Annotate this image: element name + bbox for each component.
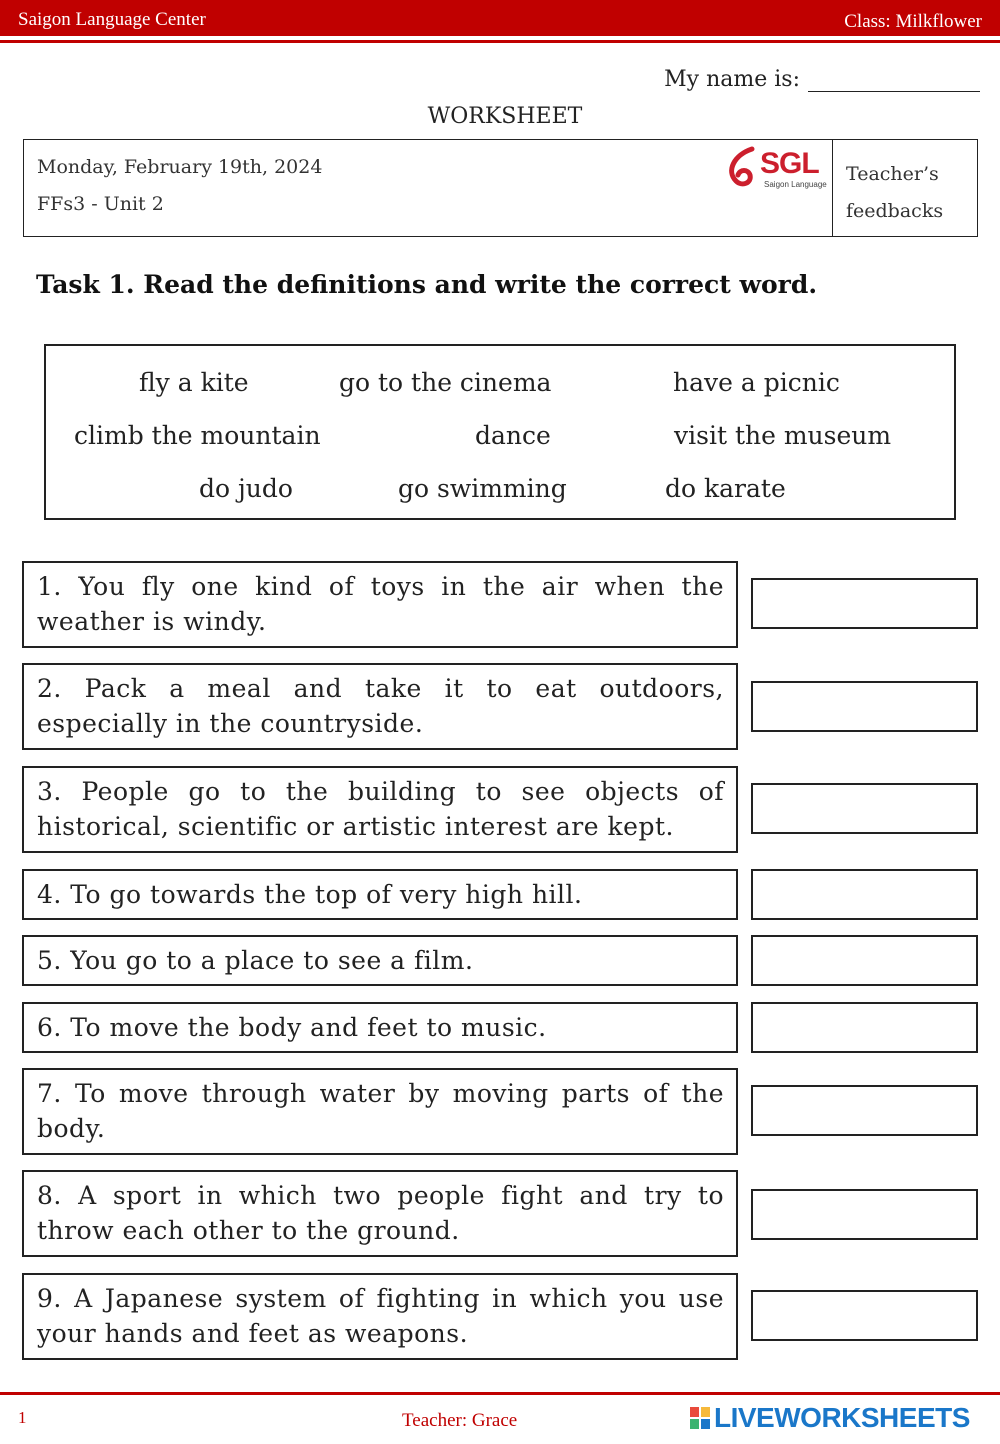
answer-box-7[interactable]: [751, 1085, 978, 1136]
word-bank-item: do judo: [199, 474, 293, 503]
sgl-swoosh-icon: [722, 145, 762, 193]
answer-box-8[interactable]: [751, 1189, 978, 1240]
info-box: [23, 139, 978, 237]
question-5: 5. You go to a place to see a film.: [22, 935, 738, 986]
name-row: [664, 62, 980, 92]
answer-box-5[interactable]: [751, 935, 978, 986]
teacher-feedback-label: [846, 156, 943, 230]
question-9: 9. A Japanese system of fighting in which you use your hands and feet as weapons.: [22, 1273, 738, 1360]
answer-box-3[interactable]: [751, 783, 978, 834]
feedback-line-1: Teacher’s: [846, 163, 939, 185]
question-3: 3. People go to the building to see objects of historical, scientific or artistic interest are kept.: [22, 766, 738, 853]
teacher-name: Teacher: Grace: [402, 1410, 518, 1431]
word-bank-item: go to the cinema: [339, 368, 552, 397]
class-label: Class: Milkflower: [844, 11, 982, 32]
word-bank-item: do karate: [665, 474, 786, 503]
name-label: My name is:: [664, 67, 800, 92]
sgl-logo: [722, 145, 830, 195]
question-4: 4. To go towards the top of very high hill.: [22, 869, 738, 920]
header-divider: [0, 40, 1000, 43]
answer-box-9[interactable]: [751, 1290, 978, 1341]
info-divider: [832, 140, 833, 236]
header-bar: [0, 0, 1000, 36]
worksheet-title: WORKSHEET: [427, 104, 583, 129]
lesson-unit: FFs3 - Unit 2: [37, 193, 164, 215]
word-bank-item: fly a kite: [139, 368, 249, 397]
school-name: Saigon Language Center: [18, 9, 206, 30]
word-bank-item: go swimming: [398, 474, 567, 503]
liveworksheets-logo[interactable]: [690, 1402, 970, 1434]
name-input-line[interactable]: [808, 62, 980, 92]
liveworksheets-icon: [690, 1407, 710, 1429]
logo-text: SGL: [760, 147, 819, 180]
footer-divider: [0, 1392, 1000, 1395]
feedback-line-2: feedbacks: [846, 200, 944, 222]
task-title: Task 1. Read the definitions and write the correct word.: [36, 270, 818, 299]
answer-box-6[interactable]: [751, 1002, 978, 1053]
page-number: 1: [18, 1408, 27, 1427]
word-bank: [44, 344, 956, 520]
answer-box-4[interactable]: [751, 869, 978, 920]
word-bank-item: visit the museum: [674, 421, 892, 450]
word-bank-item: have a picnic: [673, 368, 840, 397]
answer-box-2[interactable]: [751, 681, 978, 732]
question-1: 1. You fly one kind of toys in the air when the weather is windy.: [22, 561, 738, 648]
question-2: 2. Pack a meal and take it to eat outdoors, especially in the countryside.: [22, 663, 738, 750]
word-bank-item: climb the mountain: [74, 421, 321, 450]
answer-box-1[interactable]: [751, 578, 978, 629]
logo-subtext: Saigon Language: [764, 180, 827, 189]
question-6: 6. To move the body and feet to music.: [22, 1002, 738, 1053]
lesson-date: Monday, February 19th, 2024: [37, 156, 323, 178]
liveworksheets-brand: LIVEWORKSHEETS: [714, 1402, 970, 1433]
word-bank-item: dance: [475, 421, 551, 450]
question-7: 7. To move through water by moving parts of the body.: [22, 1068, 738, 1155]
question-8: 8. A sport in which two people fight and try to throw each other to the ground.: [22, 1170, 738, 1257]
